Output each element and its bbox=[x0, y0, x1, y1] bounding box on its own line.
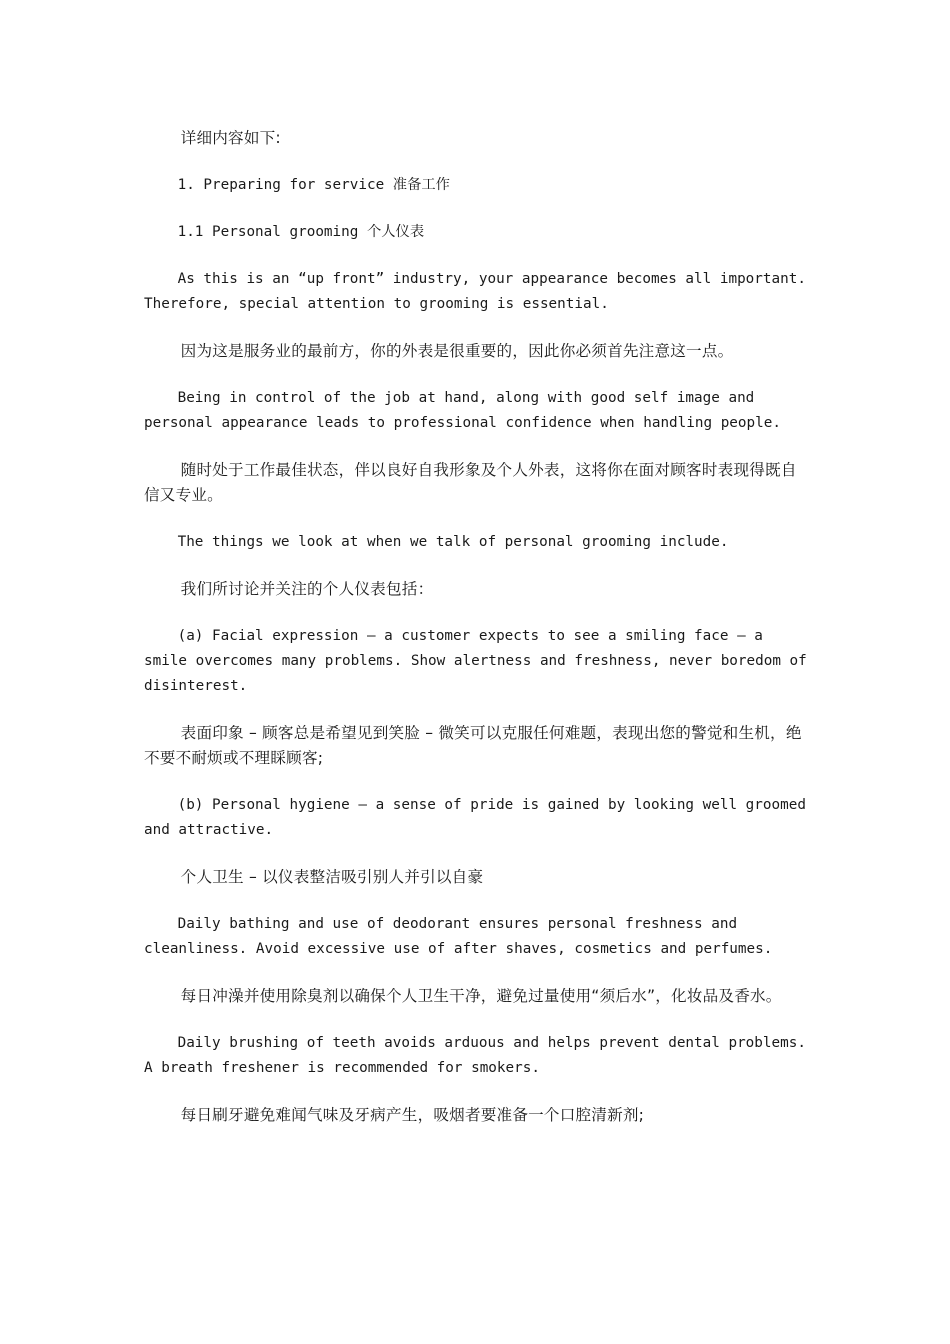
paragraph-zh: 随时处于工作最佳状态，伴以良好自我形象及个人外表，这将你在面对顾客时表现得既自信又专业。 bbox=[144, 461, 797, 504]
paragraph-zh: 每日刷牙避免难闻气味及牙病产生，吸烟者要准备一个口腔清新剂; bbox=[180, 1106, 645, 1124]
paragraph-zh: 我们所讨论并关注的个人仪表包括： bbox=[180, 580, 434, 598]
subsection-heading: 1.1 Personal grooming 个人仪表 bbox=[177, 224, 425, 240]
paragraph-en: Daily brushing of teeth avoids arduous and helps prevent dental problems. A breath freshener is recommended for smokers. bbox=[144, 1035, 806, 1076]
paragraph-en: As this is an “up front” industry, your appearance becomes all important. Therefore, special attention to grooming is essential. bbox=[144, 271, 806, 312]
paragraph-en: Daily bathing and use of deodorant ensures personal freshness and cleanliness. Avoid excessive use of after shaves, cosmetics and perfumes. bbox=[144, 916, 773, 957]
intro-line: 详细内容如下: bbox=[180, 129, 281, 147]
paragraph-zh: 表面印象 – 顾客总是希望见到笑脸 – 微笑可以克服任何难题，表现出您的警觉和生机，绝不要不耐烦或不理睬顾客; bbox=[144, 724, 802, 767]
document-body bbox=[144, 126, 808, 1150]
paragraph-zh: 因为这是服务业的最前方，你的外表是很重要的，因此你必须首先注意这一点。 bbox=[180, 342, 734, 360]
paragraph-zh: 个人卫生 – 以仪表整洁吸引别人并引以自豪 bbox=[180, 868, 484, 886]
paragraph-zh: 每日冲澡并使用除臭剂以确保个人卫生干净，避免过量使用“须后水”，化妆品及香水。 bbox=[180, 987, 782, 1005]
list-item-facial-expression: (a) Facial expression – a customer expects to see a smiling face – a smile overcomes many problems. Show alertness and freshness, never boredom of disinterest. bbox=[144, 628, 807, 694]
section-heading: 1. Preparing for service 准备工作 bbox=[177, 177, 450, 193]
paragraph-en: The things we look at when we talk of personal grooming include. bbox=[177, 534, 729, 550]
paragraph-en: Being in control of the job at hand, along with good self image and personal appearance leads to professional confidence when handling people. bbox=[144, 390, 781, 431]
list-item-personal-hygiene: (b) Personal hygiene – a sense of pride is gained by looking well groomed and attractive. bbox=[144, 797, 806, 838]
